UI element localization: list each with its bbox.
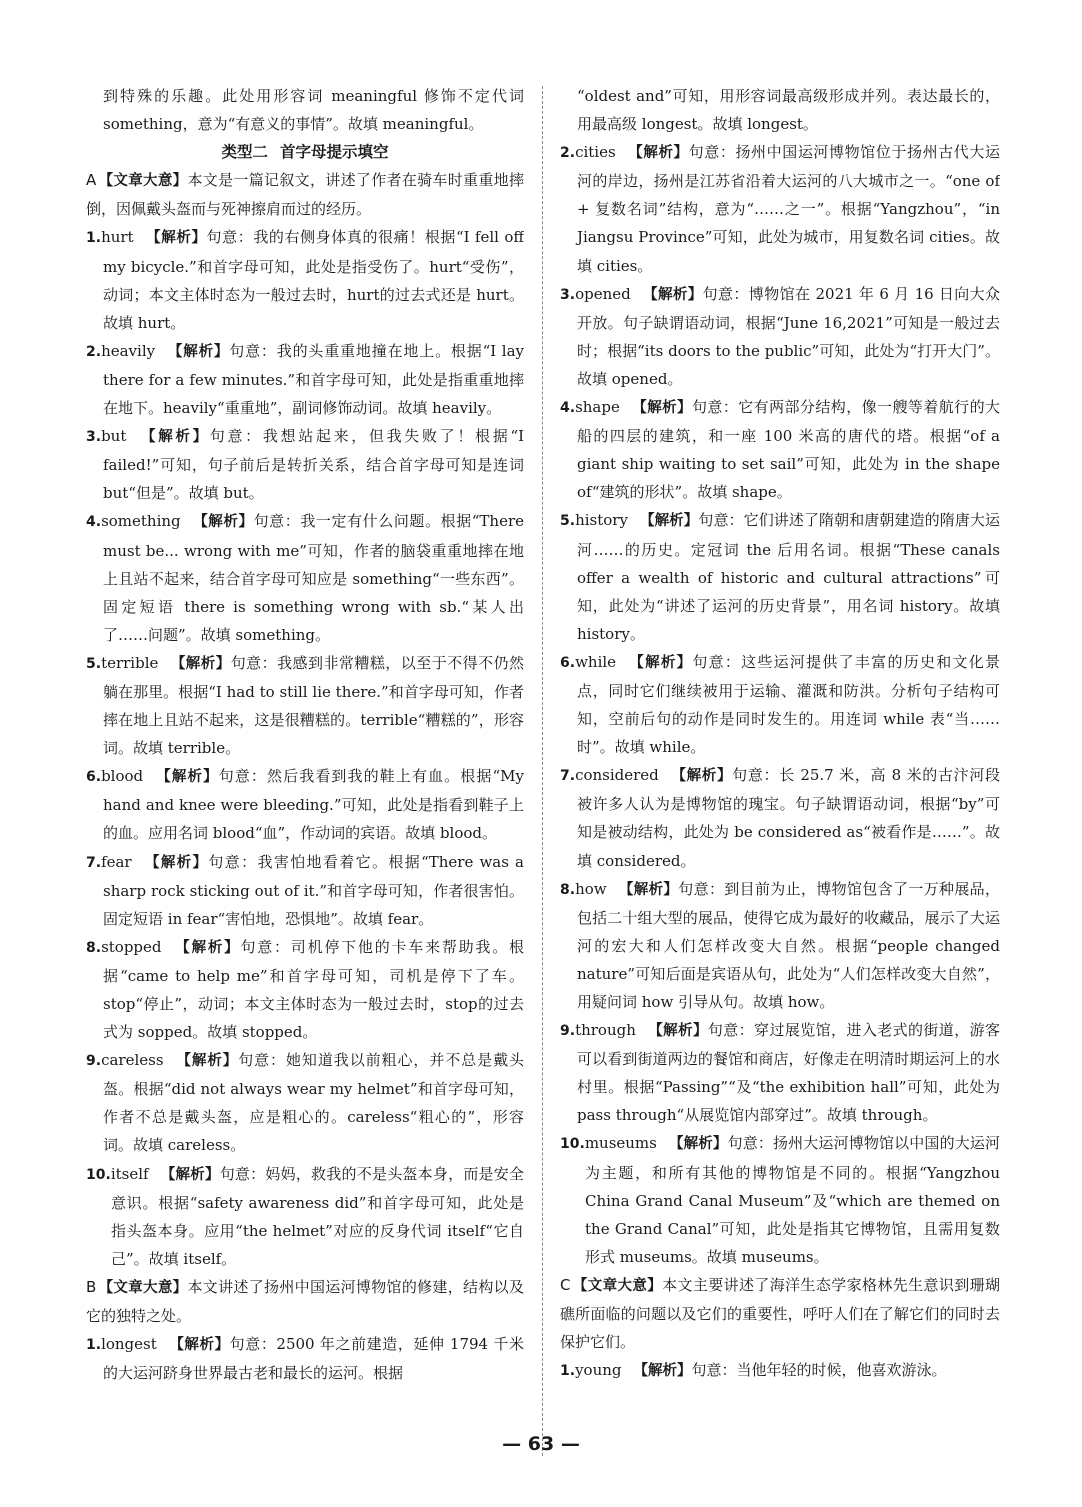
analysis-tag: 【解析】 [138, 429, 210, 446]
item-number: 6. [560, 654, 576, 671]
summary-text: 本文是一篇记叙文，讲述了作者在骑车时重重地摔倒，因佩戴头盔而与死神擦肩而过的经历。 [86, 171, 524, 219]
item-number: 6. [86, 769, 102, 786]
item-number: 10. [86, 1166, 111, 1183]
summary-tag: 【文章大意】 [98, 1279, 188, 1296]
analysis-tag: 【解析】 [160, 1166, 220, 1183]
heading-title: 首字母提示填空 [280, 143, 389, 162]
left-intro-paragraph: 到特殊的乐趣。此处用形容词 meaningful 修饰不定代词 something，意为“有意义的事情”。故填 meaningful。 [103, 87, 524, 134]
item-answer: considered [575, 766, 659, 785]
item-explanation: 句意：我的头重重地撞在地上。根据“I lay there for a few minutes.”和首字母可知，此处是指重重地摔在地下。heavily“重重地”，副词修饰动词。故填 heavily。 [103, 341, 524, 418]
item-explanation: 句意：我一定有什么问题。根据“There must be... wrong with me”可知，作者的脑袋重重地摔在地上且站不起来，结合首字母可知应是 something“一些东西”。固定短语 there is something wrong with sb.“某人出了……问题”。故填 something。 [103, 512, 524, 644]
analysis-tag: 【解析】 [173, 939, 241, 956]
answer-item [86, 848, 524, 933]
item-explanation: 句意：我害怕地看着它。根据“There was a sharp rock sticking out of it.”和首字母可知，作者很害怕。固定短语 in fear“害怕地，恐惧地”。故填 fear。 [103, 852, 524, 928]
item-answer: heavily [101, 341, 156, 360]
analysis-tag: 【解析】 [642, 286, 703, 303]
answer-item [86, 1330, 524, 1387]
answer-item [560, 1129, 1000, 1270]
analysis-tag: 【解析】 [618, 881, 679, 898]
item-number: 10. [560, 1136, 585, 1153]
item-answer: terrible [101, 653, 159, 672]
summary-tag: 【文章大意】 [98, 173, 188, 190]
answer-list-a [86, 223, 524, 1272]
item-number: 4. [560, 400, 576, 417]
analysis-tag: 【解析】 [627, 145, 689, 162]
analysis-tag: 【解析】 [647, 1023, 708, 1040]
item-answer: through [575, 1021, 636, 1040]
item-answer: hurt [101, 228, 134, 247]
summary-tag: 【文章大意】 [572, 1277, 663, 1294]
answer-item [86, 223, 524, 336]
item-answer: but [101, 427, 127, 446]
section-heading [86, 138, 524, 166]
analysis-tag: 【解析】 [192, 514, 254, 531]
item-answer: opened [575, 284, 631, 303]
item-explanation: 句意：当他年轻的时候，他喜欢游泳。 [691, 1361, 947, 1380]
item-explanation: 句意：我的右侧身体真的很痛！根据“I fell off my bicycle.”和首字母可知，此处是指受伤了。hurt“受伤”，动词；本文主体时态为一般过去时，hurt的过去式还是 hurt。故填 hurt。 [103, 228, 524, 332]
item-explanation: 句意：我感到非常糟糕，以至于不得不仍然躺在那里。根据“I had to still lie there.”和首字母可知，作者摔在地上且站不起来，这是很糟糕的。terrible“糟糕的”，形容词。故填 terrible。 [103, 653, 524, 758]
item-answer: young [575, 1361, 622, 1380]
answer-item [86, 422, 524, 507]
right-intro-paragraph: “oldest and”可知，用形容词最高级形成并列。表达最长的，用最高级 longest。故填 longest。 [577, 87, 1000, 134]
analysis-tag: 【解析】 [639, 513, 699, 530]
item-answer: careless [101, 1051, 164, 1070]
item-answer: fear [101, 852, 132, 871]
item-explanation: 句意：然后我看到我的鞋上有血。根据“My hand and knee were bleeding.”可知，此处是指看到鞋子上的血。应用名词 blood“血”，作动词的宾语。故填 blood。 [103, 767, 524, 843]
answer-item [560, 393, 1000, 506]
item-answer: how [575, 879, 607, 898]
column-divider [542, 86, 543, 1456]
item-explanation: 句意：穿过展览馆，进入老式的街道，游客可以看到街道两边的餐馆和商店，好像走在明清时期运河上的水村里。根据“Passing”“及“the exhibition hall”可知，此处为 pass through“从展览馆内部穿过”。故填 through。 [577, 1021, 1000, 1125]
item-explanation: 句意：它有两部分结构，像一艘等着航行的大船的四层的建筑，和一座 100 米高的唐代的塔。根据“of a giant ship waiting to set sail”可知，此处为 in the shape of“建筑的形状”。故填 shape。 [577, 398, 1000, 502]
answer-item [86, 337, 524, 422]
item-number: 5. [560, 513, 576, 530]
item-answer: history [575, 511, 628, 530]
item-answer: blood [101, 767, 144, 786]
answer-item [560, 648, 1000, 761]
item-answer: while [575, 652, 617, 671]
answer-item [560, 875, 1000, 1016]
analysis-tag: 【解析】 [145, 230, 207, 247]
section-letter: C [560, 1275, 571, 1294]
answer-item [560, 761, 1000, 874]
analysis-tag: 【解析】 [668, 1136, 728, 1153]
summary-text: 本文主要讲述了海洋生态学家格林先生意识到珊瑚礁所面临的问题以及它们的重要性，呼吁人们在了解它们的同时去保护它们。 [560, 1275, 1000, 1352]
answer-item [560, 1016, 1000, 1129]
item-answer: something [101, 512, 181, 531]
answer-item [86, 1046, 524, 1159]
item-explanation: 句意：她知道我以前粗心，并不总是戴头盔。根据“did not always wear my helmet”和首字母可知，作者不总是戴头盔，应是粗心的。careless“粗心的”，形容词。故填 careless。 [103, 1051, 524, 1155]
item-number: 7. [86, 854, 102, 871]
section-a-summary [86, 166, 524, 223]
item-number: 2. [86, 343, 102, 360]
item-number: 1. [560, 1363, 576, 1380]
answer-item [86, 649, 524, 762]
analysis-tag: 【解析】 [155, 769, 219, 786]
answer-list-b [560, 138, 1000, 1271]
item-explanation: 句意：它们讲述了隋朝和唐朝建造的隋唐大运河……的历史。定冠词 the 后用名词。根据“These canals offer a wealth of historic and cultural attractions”可知，此处为“讲述了运河的历史背景”，用名词 history。故填 history。 [577, 511, 1000, 643]
answer-item [560, 506, 1000, 647]
answer-item [560, 1356, 1000, 1385]
right-column [560, 82, 1000, 1462]
answer-item [560, 280, 1000, 393]
item-number: 5. [86, 655, 102, 672]
item-explanation: 句意：2500 年之前建造，延伸 1794 千米的大运河跻身世界最古老和最长的运河。根据 [103, 1335, 524, 1383]
analysis-tag: 【解析】 [167, 343, 230, 360]
item-explanation: 句意：扬州中国运河博物馆位于扬州古代大运河的岸边，扬州是江苏省沿着大运河的八大城市之一。“one of + 复数名词”结构，意为“……之一”。根据“Yangzhou”，“in Jiangsu Province”可知，此处为城市，用复数名词 cities。故填 cities。 [577, 143, 1000, 275]
item-explanation: 句意：我想站起来，但我失败了！根据“I failed!”可知，句子前后是转折关系，结合首字母可知是连词 but“但是”。故填 but。 [103, 427, 524, 503]
page-number: — 63 — [502, 1433, 580, 1455]
section-c-summary [560, 1271, 1000, 1356]
item-number: 9. [86, 1053, 102, 1070]
heading-type-label: 类型二 [221, 143, 268, 162]
analysis-tag: 【解析】 [633, 1363, 692, 1380]
analysis-tag: 【解析】 [628, 654, 693, 671]
section-letter: B [86, 1277, 97, 1296]
item-number: 8. [560, 881, 576, 898]
item-answer: shape [575, 398, 620, 417]
summary-text: 本文讲述了扬州中国运河博物馆的修建，结构以及它的独特之处。 [86, 1277, 524, 1326]
item-explanation: 句意：妈妈，救我的不是头盔本身，而是安全意识。根据“safety awareness did”和首字母可知，此处是指头盔本身。应用“the helmet”对应的反身代词 itself“它自己”。故填 itself。 [111, 1164, 524, 1268]
item-number: 3. [560, 286, 576, 303]
analysis-tag: 【解析】 [175, 1053, 239, 1070]
item-number: 7. [560, 768, 576, 785]
analysis-tag: 【解析】 [631, 400, 692, 417]
left-column [86, 82, 524, 1462]
analysis-tag: 【解析】 [168, 1337, 230, 1354]
section-b-summary [86, 1273, 524, 1330]
item-answer: museums [584, 1134, 657, 1153]
item-explanation: 句意：这些运河提供了丰富的历史和文化景点，同时它们继续被用于运输、灌溉和防洪。分析句子结构可知，空前后句的动作是同时发生的。用连词 while 表“当……时”。故填 while。 [577, 652, 1000, 757]
analysis-tag: 【解析】 [143, 854, 209, 871]
answer-item [86, 507, 524, 648]
item-answer: cities [575, 143, 616, 162]
item-number: 1. [86, 230, 102, 247]
item-number: 9. [560, 1023, 576, 1040]
answer-item [86, 762, 524, 847]
item-number: 4. [86, 514, 102, 531]
item-explanation: 句意：扬州大运河博物馆以中国的大运河为主题，和所有其他的博物馆是不同的。根据“Yangzhou China Grand Canal Museum”及“which are themed on the Grand Canal”可知，此处是指其它博物馆，且需用复数形式 museums。故填 museums。 [585, 1134, 1000, 1266]
item-explanation: 句意：长 25.7 米，高 8 米的古汴河段被许多人认为是博物馆的瑰宝。句子缺谓语动词，根据“by”可知是被动结构，此处为 be considered as“被看作是……”。故填 considered。 [577, 766, 1000, 870]
answer-item [560, 138, 1000, 279]
item-answer: itself [110, 1164, 149, 1183]
item-explanation: 句意：司机停下他的卡车来帮助我。根据“came to help me”和首字母可知，司机是停下了车。stop“停止”，动词；本文主体时态为一般过去时，stop的过去式为 sopped。故填 stopped。 [103, 937, 524, 1042]
item-explanation: 句意：到目前为止，博物馆包含了一万种展品，包括二十组大型的展品，使得它成为最好的收藏品，展示了大运河的宏大和人们怎样改变大自然。根据“people changed nature”可知后面是宾语从句，此处为“人们怎样改变大自然”，用疑问词 how 引导从句。故填 how。 [577, 879, 1000, 1011]
analysis-tag: 【解析】 [670, 768, 733, 785]
section-letter: A [86, 171, 97, 190]
item-number: 3. [86, 429, 102, 446]
item-number: 8. [86, 939, 102, 956]
item-number: 2. [560, 145, 576, 162]
analysis-tag: 【解析】 [170, 655, 231, 672]
item-number: 1. [86, 1337, 102, 1354]
item-answer: stopped [101, 937, 162, 956]
answer-item [86, 933, 524, 1046]
answer-item [86, 1160, 524, 1273]
item-explanation: 句意：博物馆在 2021 年 6 月 16 日向大众开放。句子缺谓语动词，根据“June 16,2021”可知是一般过去时；根据“its doors to the public”可知，此处为“打开大门”。故填 opened。 [577, 284, 1000, 388]
item-answer: longest [101, 1335, 157, 1354]
